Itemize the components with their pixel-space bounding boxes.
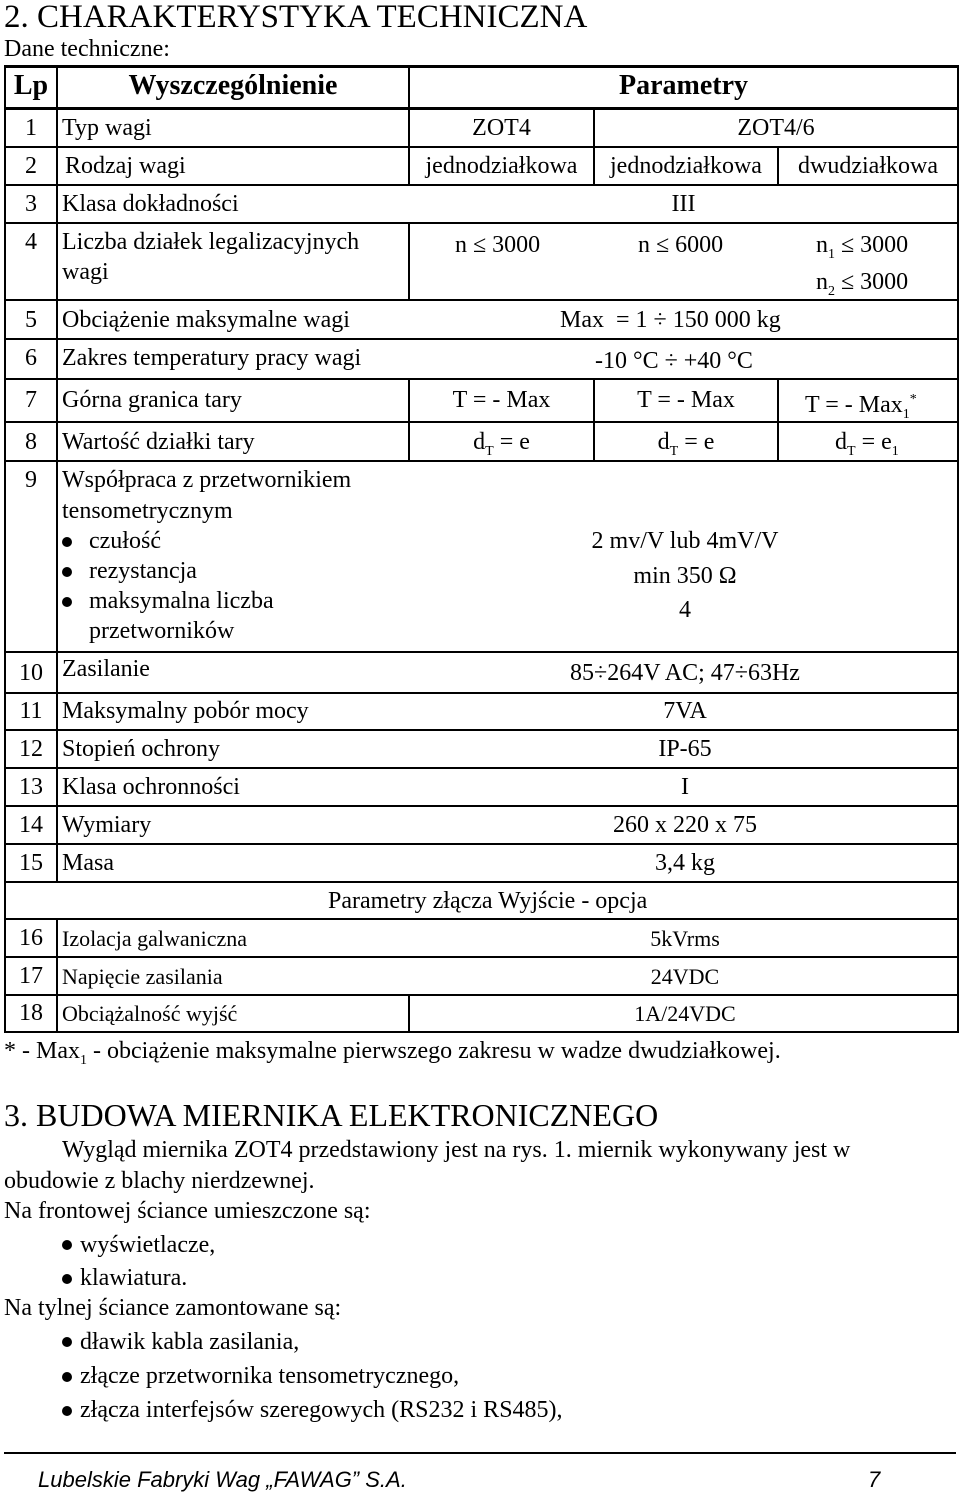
list-item: dławik kabla zasilania, — [80, 1329, 300, 1355]
bullet-icon — [62, 567, 72, 577]
row-sublabel: rezystancja — [89, 558, 197, 584]
row-value: 4 — [679, 597, 691, 623]
bullet-icon — [62, 1406, 72, 1416]
bullet-icon — [62, 537, 72, 547]
footer-rule — [4, 1452, 956, 1454]
row-value: min 350 Ω — [633, 563, 737, 589]
paragraph-line: obudowie z blachy nierdzewnej. — [4, 1168, 315, 1194]
row-label: Zakres temperatury pracy wagi — [62, 345, 362, 371]
row-value: n ≤ 3000 — [455, 232, 541, 258]
row-label: Typ wagi — [62, 115, 152, 141]
row-value: n ≤ 6000 — [638, 232, 724, 258]
row-value: 5kVrms — [650, 926, 720, 951]
row-number: 1 — [25, 115, 37, 141]
row-value: T = - Max — [637, 387, 735, 413]
row-number: 2 — [25, 153, 37, 179]
row-value: $d_T = e_1$ — [835, 429, 899, 459]
list-item: złącza interfejsów szeregowych (RS232 i RS485), — [80, 1397, 563, 1423]
list-item: klawiatura. — [80, 1265, 188, 1291]
row-label: Stopień ochrony — [62, 736, 220, 762]
row-label: Współpraca z przetwornikiem — [62, 467, 352, 493]
less-equal-icon: ≤ — [841, 232, 855, 258]
row-label: Maksymalny pobór mocy — [62, 698, 309, 724]
bullet-icon — [62, 1240, 72, 1250]
row-sublabel: maksymalna liczba — [89, 588, 274, 614]
row-sublabel-cont: przetworników — [89, 618, 235, 644]
row-label: Napięcie zasilania — [62, 964, 223, 989]
row-label: Zasilanie — [62, 656, 150, 682]
page-number: 7 — [868, 1467, 881, 1492]
row-value: ZOT4 — [472, 115, 531, 141]
row-value: jednodziałkowa — [425, 153, 578, 179]
table-footnote: * - Max$_1$ - obciążenie maksymalne pierwszego zakresu w wadze dwudziałkowej. — [4, 1038, 781, 1068]
row-number: 8 — [25, 429, 37, 455]
row-value: $n_2 \le 3000$ — [816, 269, 909, 299]
row-value: IP-65 — [658, 736, 712, 762]
row-label: Obciążalność wyjść — [62, 1001, 238, 1026]
row-value: -10 °C ÷ +40 °C — [595, 348, 753, 374]
row-label: Rodzaj wagi — [65, 153, 186, 179]
footer-company: Lubelskie Fabryki Wag „FAWAG” S.A. — [38, 1467, 407, 1492]
row-sublabel: czułość — [89, 528, 161, 554]
row-number: 3 — [25, 191, 37, 217]
less-equal-icon: ≤ — [473, 232, 487, 258]
option-section-title: Parametry złącza Wyjście - opcja — [328, 888, 648, 914]
row-label: Klasa ochronności — [62, 774, 240, 800]
bullet-icon — [62, 1372, 72, 1382]
row-number: 4 — [25, 229, 37, 255]
row-label: Wymiary — [62, 812, 152, 838]
row-value: 3,4 kg — [655, 850, 715, 876]
row-value: 85÷264V AC; 47÷63Hz — [570, 660, 800, 686]
header-spec: Wyszczególnienie — [128, 70, 338, 101]
row-value: Max = 1 ÷ 150 000 kg — [560, 307, 781, 333]
row-number: 15 — [19, 850, 43, 876]
row-label-cont: tensometrycznym — [62, 498, 233, 524]
row-value: I — [681, 774, 689, 800]
paragraph-line: Wygląd miernika ZOT4 przedstawiony jest na rys. 1. miernik wykonywany jest w — [62, 1137, 851, 1163]
section-title: 2. CHARAKTERYSTYKA TECHNICZNA — [4, 0, 588, 35]
row-label-cont: wagi — [62, 259, 109, 285]
row-number: 13 — [19, 774, 43, 800]
row-value: ZOT4/6 — [737, 115, 815, 141]
bullet-icon — [62, 1337, 72, 1347]
row-value: $d_T = e$ — [657, 429, 715, 459]
row-number: 11 — [19, 698, 43, 724]
row-number: 5 — [25, 307, 37, 333]
row-value: 24VDC — [650, 964, 720, 989]
back-panel-intro: Na tylnej ściance zamontowane są: — [4, 1295, 342, 1321]
row-value: 260 x 220 x 75 — [613, 812, 757, 838]
row-value: III — [671, 191, 696, 217]
row-label: Obciążenie maksymalne wagi — [62, 307, 350, 333]
row-label: Masa — [62, 850, 114, 876]
row-number: 17 — [19, 963, 43, 989]
bullet-icon — [62, 597, 72, 607]
row-value: 2 mv/V lub 4mV/V — [591, 528, 779, 554]
row-label: Klasa dokładności — [62, 191, 239, 217]
row-number: 12 — [19, 736, 43, 762]
row-number: 18 — [19, 1000, 43, 1026]
front-panel-intro: Na frontowej ściance umieszczone są: — [4, 1198, 371, 1224]
header-lp: Lp — [13, 70, 49, 101]
row-value: dwudziałkowa — [798, 153, 938, 179]
row-number: 10 — [19, 660, 43, 686]
row-number: 7 — [25, 387, 37, 413]
bullet-icon — [62, 1274, 72, 1284]
row-value: T = - Max — [452, 387, 551, 413]
row-number: 16 — [19, 925, 43, 951]
list-item: złącze przetwornika tensometrycznego, — [80, 1363, 460, 1389]
section-title: 3. BUDOWA MIERNIKA ELEKTRONICZNEGO — [4, 1097, 659, 1133]
row-value: 1A/24VDC — [634, 1001, 736, 1026]
row-value: jednodziałkowa — [610, 153, 762, 179]
row-value: $n_1 \le 3000$ — [816, 232, 909, 262]
row-label: Izolacja galwaniczna — [62, 926, 248, 951]
row-number: 6 — [25, 345, 37, 371]
row-value: T = - Max$_1$* — [805, 392, 917, 422]
row-number: 9 — [25, 467, 37, 493]
row-value: 7VA — [663, 698, 707, 724]
less-equal-icon: ≤ — [841, 269, 855, 295]
row-value: $d_T = e$ — [473, 429, 530, 459]
header-params: Parametry — [618, 70, 749, 101]
row-label: Liczba działek legalizacyjnych — [62, 229, 360, 255]
row-number: 14 — [19, 812, 43, 838]
less-equal-icon: ≤ — [656, 232, 670, 258]
list-item: wyświetlacze, — [80, 1232, 216, 1258]
section-subtitle: Dane techniczne: — [4, 36, 170, 62]
row-label: Górna granica tary — [62, 387, 242, 413]
row-label: Wartość działki tary — [62, 429, 255, 455]
